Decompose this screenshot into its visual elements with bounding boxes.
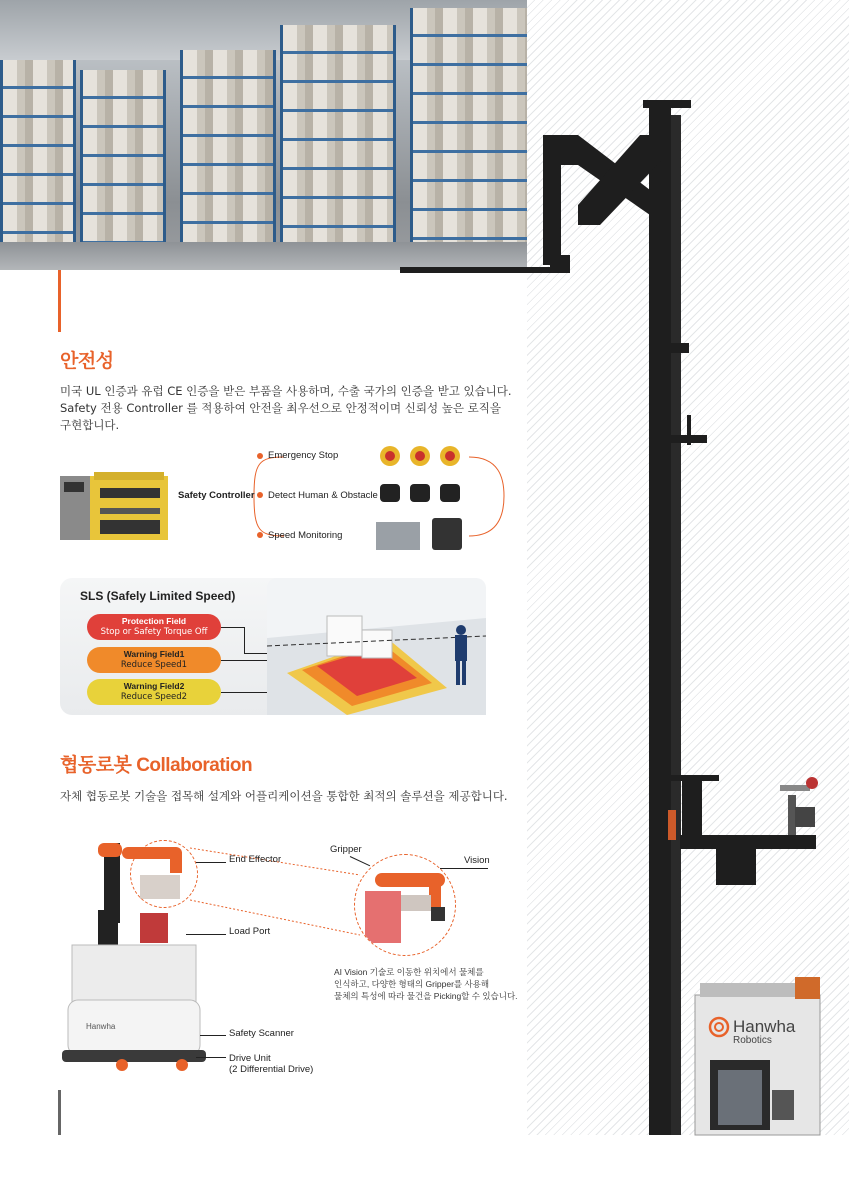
sls-title: SLS (Safely Limited Speed) xyxy=(80,589,236,603)
safety-title: 안전성 xyxy=(60,351,114,372)
protection-field-pill: Protection Field Stop or Safety Torque Off xyxy=(87,614,221,640)
hanwha-logo xyxy=(708,1016,818,1046)
collab-description: 자체 협동로봇 기술을 접목해 설계와 어플리케이션을 통합한 최적의 솔루션을 제공합니다. xyxy=(60,789,508,803)
function-emergency-stop: Emergency Stop xyxy=(268,450,339,461)
hanwha-name: Hanwha xyxy=(733,1017,796,1036)
label-load-port: Load Port xyxy=(229,926,271,937)
label-vision: Vision xyxy=(464,855,490,866)
hanwha-sub: Robotics xyxy=(733,1035,772,1046)
gripper-image xyxy=(355,855,455,955)
label-end-effector: End Effector xyxy=(229,854,282,865)
emergency-button-icons xyxy=(380,446,460,466)
sls-panel xyxy=(60,578,486,715)
ai-vision-description: AI Vision 기술로 이동한 위치에서 물체를 인식하고, 다양한 형태의 Gripper를 사용해 물체의 특성에 따라 물건을 Picking할 수 있습니다. xyxy=(334,967,518,1001)
safety-devices-image xyxy=(376,442,468,554)
safety-description: 미국 UL 인증과 유럽 CE 인증을 받은 부품을 사용하며, 수출 국가의 인증을 받고 있습니다. Safety 전용 Controller 를 적용하여 안전을 최우선으로 안정적이며 신뢰성 높은 로직을 구현합니다. xyxy=(60,384,512,432)
scanner-icons xyxy=(380,484,460,502)
speed-sensor-icons xyxy=(376,518,462,550)
safety-controller-label: Safety Controller xyxy=(178,490,255,501)
accent-bar-top xyxy=(58,270,61,332)
end-effector-highlight xyxy=(130,840,198,908)
label-safety-scanner: Safety Scanner xyxy=(229,1028,294,1039)
safety-controller-image xyxy=(60,458,172,548)
function-detect-human: Detect Human & Obstacle xyxy=(268,490,378,501)
accent-bar-bottom xyxy=(58,1090,61,1135)
label-gripper: Gripper xyxy=(330,844,362,855)
sls-scene-image xyxy=(267,578,486,715)
hanwha-mark-icon xyxy=(708,1016,730,1038)
label-drive-unit-sub: (2 Differential Drive) xyxy=(229,1064,314,1075)
label-drive-unit: Drive Unit xyxy=(229,1053,271,1064)
gripper-zoom xyxy=(354,854,456,956)
robot-logo: Hanwha xyxy=(86,1022,116,1031)
warning-field1-pill: Warning Field1 Reduce Speed1 xyxy=(87,647,221,673)
collab-title: 협동로봇 Collaboration xyxy=(60,755,253,776)
function-speed-monitoring: Speed Monitoring xyxy=(268,530,343,541)
warning-field2-pill: Warning Field2 Reduce Speed2 xyxy=(87,679,221,705)
